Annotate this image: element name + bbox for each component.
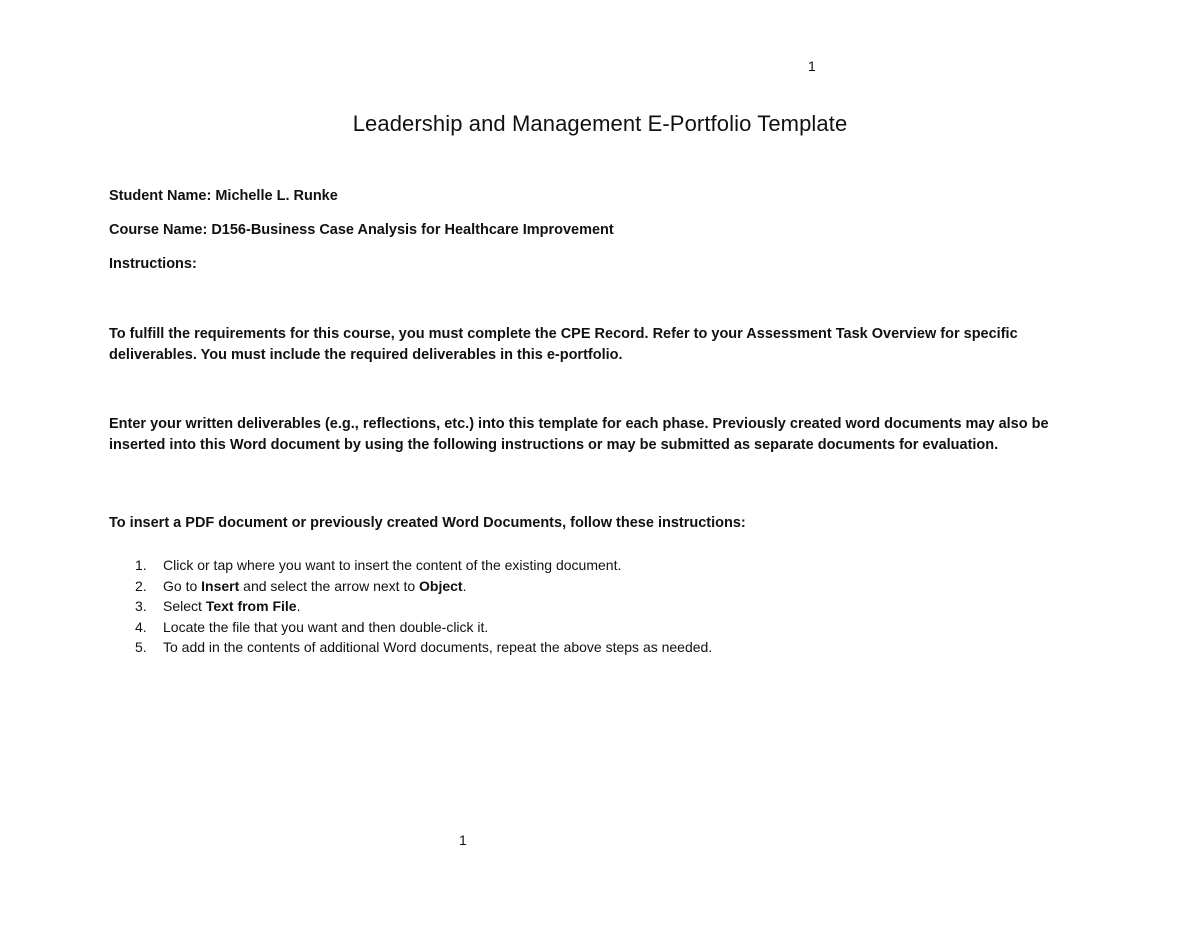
instructions-heading: Instructions: [109,256,197,272]
requirements-paragraph: To fulfill the requirements for this course, you must complete the CPE Record. Refer to your Assessment Task Overview for specific deliverables. You must include the required deliverables in this e-portfolio. [109,326,1018,363]
insert-instructions-heading: To insert a PDF document or previously created Word Documents, follow these instructions: [109,515,746,531]
document-title: Leadership and Management E-Portfolio Template [352,111,848,136]
footer-page-number: 1 [459,832,467,848]
student-name-line: Student Name: Michelle L. Runke [109,188,338,204]
instruction-steps-list [109,555,712,658]
deliverables-paragraph: Enter your written deliverables (e.g., reflections, etc.) into this template for each phase. Previously created word documents may also be inserted into this Word document by using the following instructions or may be submitted as separate documents for evaluation. [109,416,1049,453]
header-page-number: 1 [808,58,816,74]
step-text: Select Text from File. [163,598,301,614]
step-text: To add in the contents of additional Word documents, repeat the above steps as needed. [163,639,713,655]
list-item [109,576,712,597]
step-number: 1. [135,557,147,573]
step-text: Locate the file that you want and then double-click it. [163,618,489,635]
list-item [109,555,712,576]
object-keyword: Object [419,577,463,594]
insert-keyword: Insert [201,577,240,594]
step-text: Go to Insert and select the arrow next to Object. [163,577,467,594]
course-name-line: Course Name: D156-Business Case Analysis for Healthcare Improvement [109,222,614,238]
list-item [109,596,712,617]
step-text: Click or tap where you want to insert the content of the existing document. [163,557,622,573]
step-number: 3. [135,598,147,614]
list-item [109,617,712,638]
step-number: 2. [135,577,147,594]
step-number: 5. [135,639,147,655]
list-item [109,637,712,658]
text-from-file-keyword: Text from File [205,598,297,614]
step-number: 4. [135,618,147,635]
